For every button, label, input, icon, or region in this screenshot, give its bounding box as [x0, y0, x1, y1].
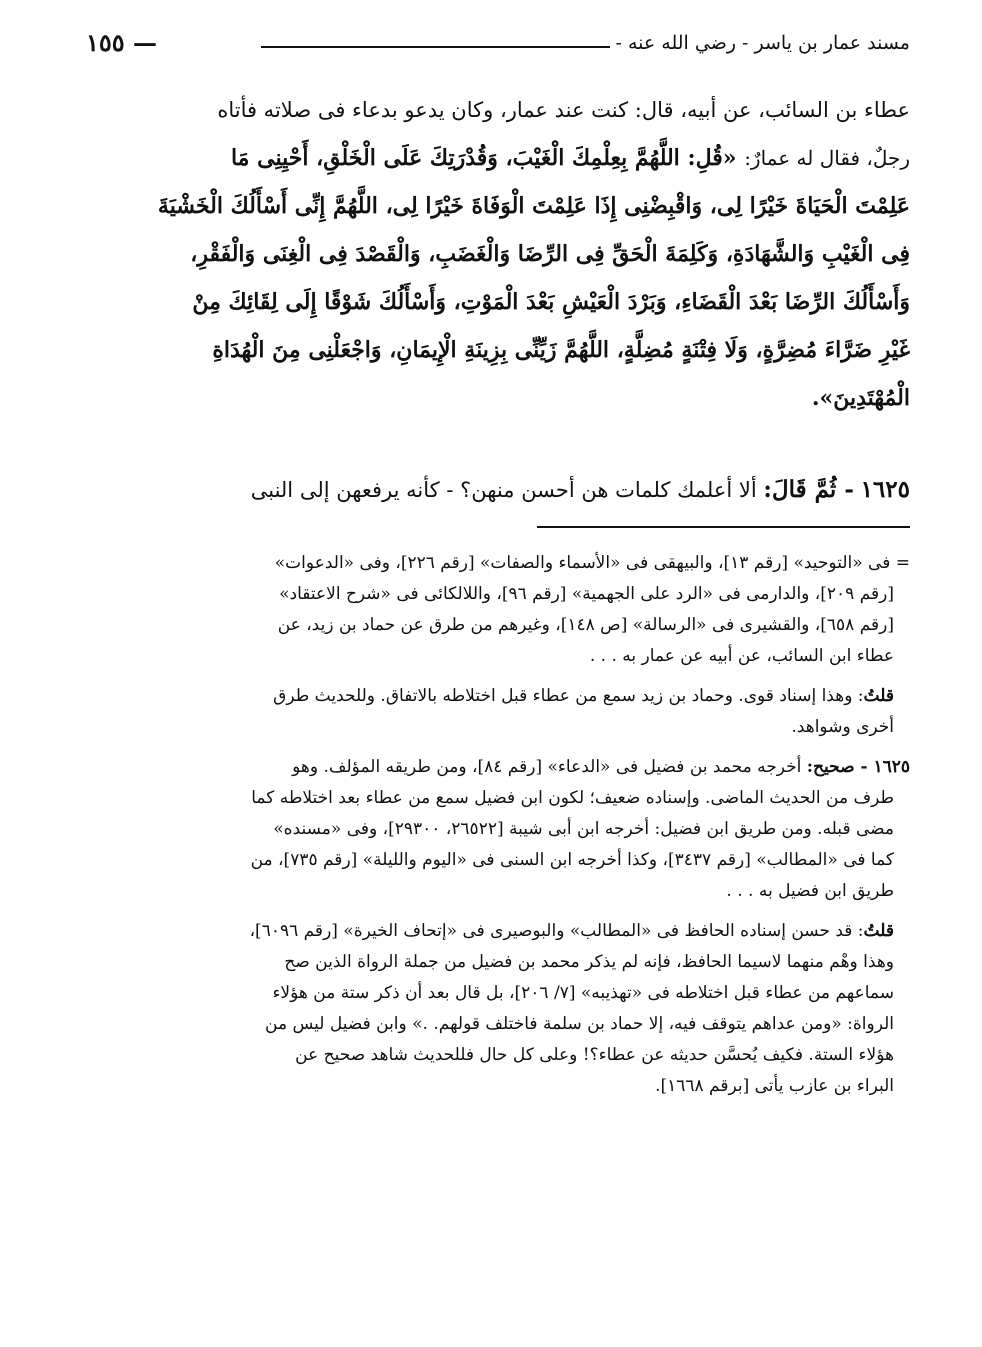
running-title: مسند عمار بن ياسر - رضي الله عنه -	[615, 32, 910, 54]
sahih-label: ١٦٢٥ - صحيح:	[806, 757, 910, 777]
footnote-line: كما فى «المطالب» [رقم ٣٤٣٧]، وكذا أخرجه ابن السنى فى «اليوم والليلة» [رقم ٧٣٥]، من	[250, 850, 894, 870]
footnote-separator	[537, 526, 910, 528]
narration-prefix: رجلٌ، فقال له عمارٌ:	[744, 146, 910, 170]
footnote-line: البراء بن عازب يأتى [برقم ١٦٦٨].	[655, 1076, 894, 1096]
footnote-line: عطاء ابن السائب، عن أبيه عن عمار به . . .	[589, 646, 894, 666]
hadith-thumma: - ثُمَّ قَالَ:	[763, 476, 854, 503]
main-line: فِى الْغَيْبِ وَالشَّهَادَةِ، وَكَلِمَةَ الْحَقِّ فِى الرِّضَا وَالْغَضَبِ، وَالْقَصْدَ فِى الْغِنَى وَالْفَقْرِ،	[190, 241, 910, 267]
main-line	[86, 134, 910, 182]
footnote-text: : قد حسن إسناده الحافظ فى «المطالب» والبوصيرى فى «إتحاف الخيرة» [رقم ٦٠٩٦]،	[249, 921, 864, 941]
main-line: الْمُهْتَدِينَ».	[811, 385, 910, 411]
footnote-line: سماعهم من عطاء قبل اختلاطه فى «تهذيبه» [٧/ ٢٠٦]، بل قال بعد أن ذكر ستة من هؤلاء	[272, 983, 894, 1003]
footnote-line: = فى «التوحيد» [رقم ١٣]، والبيهقى فى «الأسماء والصفات» [رقم ٢٢٦]، وفى «الدعوات»	[274, 553, 910, 573]
footnote-line: هؤلاء الستة. فكيف يُحسَّن حديثه عن عطاء؟! وعلى كل حال فللحديث شاهد صحيح عن	[295, 1045, 894, 1065]
main-text	[86, 86, 910, 422]
footnote-line: وهذا وهْم منهما لاسيما الحافظ، فإنه لم يذكر محمد بن فضيل من جملة الرواة الذين صح	[284, 952, 894, 972]
footnote-line: طرف من الحديث الماضى. وإسناده ضعيف؛ لكون ابن فضيل سمع من عطاء بعد اختلاطه كما	[251, 788, 894, 808]
page-header	[86, 28, 910, 68]
main-line: غَيْرِ ضَرَّاءَ مُضِرَّةٍ، وَلَا فِتْنَةٍ مُضِلَّةٍ، اللَّهُمَّ زَيِّنِّى بِزِينَةِ الْإِيمَانِ، وَاجْعَلْنِى مِنَ الْهُدَاةِ	[212, 337, 910, 363]
footnote-line: الرواة: «ومن عداهم يتوقف فيه، إلا حماد بن سلمة فاختلف قولهم. .» وابن فضيل ليس من	[265, 1014, 894, 1034]
main-line: عَلِمْتَ الْحَيَاةَ خَيْرًا لِى، وَاقْبِضْنِى إِذَا عَلِمْتَ الْوَفَاةَ خَيْرًا لِى، اللَّهُمَّ إِنِّى أَسْأَلُكَ الْخَشْيَةَ	[157, 193, 910, 219]
main-line: عطاء بن السائب، عن أبيه، قال: كنت عند عمار، وكان يدعو بدعاء فى صلاته فأتاه	[217, 98, 910, 122]
hadith-heading	[86, 470, 910, 510]
main-line: وَأَسْأَلُكَ الرِّضَا بَعْدَ الْقَضَاءِ، وَبَرْدَ الْعَيْشِ بَعْدَ الْمَوْتِ، وَأَسْأَلُكَ شَوْقًا إِلَى لِقَائِكَ مِنْ	[192, 289, 910, 315]
footnote-line: [رقم ٢٠٩]، والدارمى فى «الرد على الجهمية» [رقم ٩٦]، واللالكائى فى «شرح الاعتقاد»	[279, 584, 894, 604]
footnote-line: مضى قبله. ومن طريق ابن فضيل: أخرجه ابن أبى شيبة [٢٦٥٢٢، ٢٩٣٠٠]، وفى «مسنده»	[273, 819, 894, 839]
footnote-line: أخرى وشواهد.	[791, 717, 894, 737]
footnote-line	[86, 752, 910, 783]
footnote-line: طريق ابن فضيل به . . .	[726, 881, 894, 901]
page-number: — ١٥٥	[86, 28, 157, 57]
footnotes	[86, 548, 910, 1102]
footnote-text: أخرجه محمد بن فضيل فى «الدعاء» [رقم ٨٤]، ومن طريقه المؤلف. وهو	[292, 757, 802, 777]
footnote-line	[86, 681, 910, 712]
footnote-text: : وهذا إسناد قوى. وحماد بن زيد سمع من عطاء قبل اختلاطه بالاتفاق. وللحديث طرق	[273, 686, 864, 706]
header-rule	[261, 46, 610, 48]
supplication-text: «قُلِ: اللَّهُمَّ بِعِلْمِكَ الْغَيْبَ، وَقُدْرَتِكَ عَلَى الْخَلْقِ، أَحْيِنِى مَا	[230, 145, 737, 171]
qultu-label: قلتُ	[863, 686, 894, 706]
footnote-line	[86, 916, 910, 947]
footnote-line: [رقم ٦٥٨]، والقشيرى فى «الرسالة» [ص ١٤٨]، وغيرهم من طرق عن حماد بن زيد، عن	[277, 615, 894, 635]
hadith-heading-text: ألا أعلمك كلمات هن أحسن منهن؟ - كأنه يرفعهن إلى النبى	[250, 478, 757, 502]
qultu-label: قلتُ	[863, 921, 894, 941]
hadith-number: ١٦٢٥	[860, 476, 910, 503]
